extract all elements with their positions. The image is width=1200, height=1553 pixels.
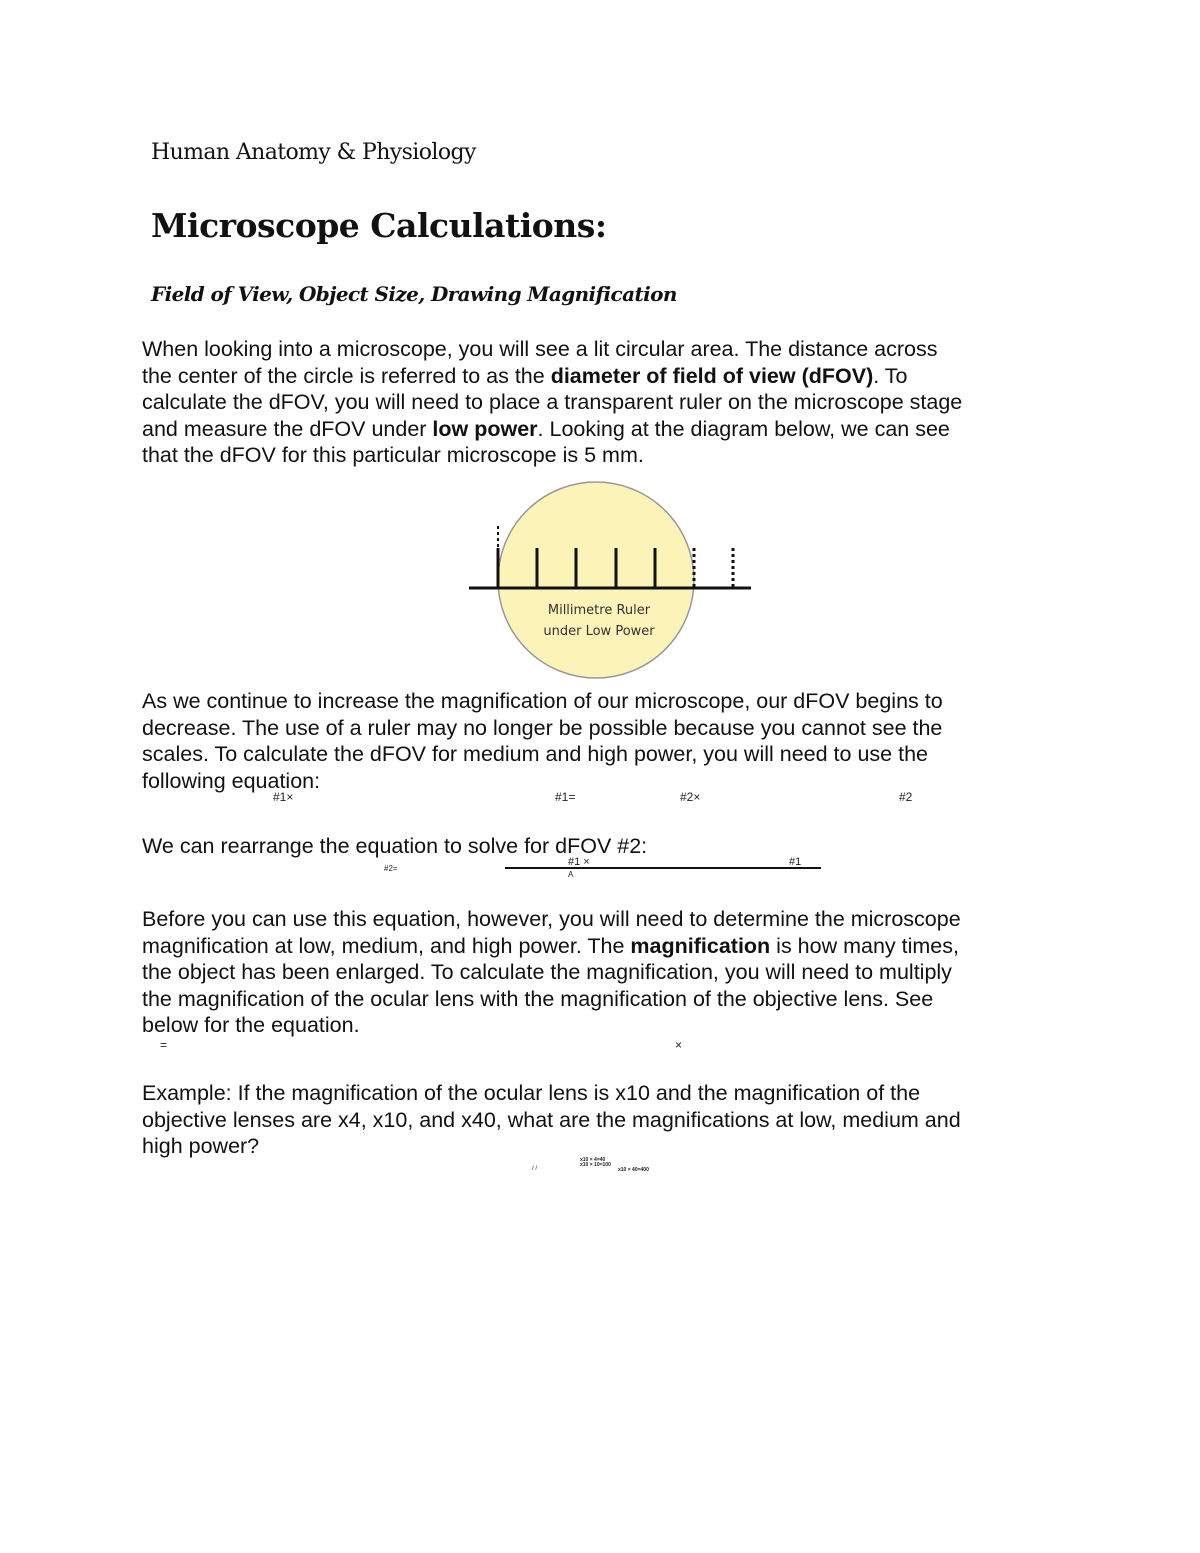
text-line: scales. To calculate the dFOV for medium and high power, you will need to use the [142, 742, 928, 767]
page-subtitle: Field of View, Object Size, Drawing Magnification [151, 282, 677, 306]
text-line: following equation: [142, 768, 321, 793]
paragraph-rearrange [142, 833, 1052, 860]
text-line: the magnification of the ocular lens with the magnification of the objective lens. See [142, 986, 934, 1011]
text-line: that the dFOV for this particular microscope is 5 mm. [142, 443, 644, 468]
equation2-numerator: #1 [789, 856, 802, 868]
diagram-label-line2: under Low Power [543, 624, 655, 639]
text-line: high power? [142, 1134, 260, 1159]
equation1-term: #1× [273, 790, 294, 804]
text-line: the object has been enlarged. To calculate the magnification, you will need to multiply [142, 960, 952, 985]
text-line: and measure the dFOV under low power. Looking at the diagram below, we can see [142, 416, 950, 441]
paragraph-example [142, 1080, 1052, 1160]
equation3-times: × [675, 1038, 683, 1052]
equation1-term: #1= [555, 790, 576, 804]
paragraph-magnification-def [142, 906, 1052, 1039]
page-title: Microscope Calculations: [151, 206, 607, 245]
term-low-power: low power [432, 416, 538, 441]
text-line: objective lenses are x4, x10, and x40, what are the magnifications at low, medium and [142, 1107, 961, 1132]
equation2-denominator: A [568, 870, 574, 879]
equation4-fragment: x10 × 10=100 [580, 1162, 611, 1168]
fraction-bar [505, 867, 821, 869]
paragraph-dfov-intro [142, 336, 1052, 469]
term-dfov: diameter of field of view (dFOV) [550, 363, 874, 388]
equation2-left: #2= [384, 864, 398, 873]
text-line: As we continue to increase the magnification of our microscope, our dFOV begins to [142, 689, 943, 713]
text-line: When looking into a microscope, you will see a lit circular area. The distance across [142, 337, 938, 361]
equation4-fragment: x10 × 40=400 [618, 1167, 649, 1173]
equation4-fragment: x10 × 4=40 [580, 1157, 606, 1163]
text-line: Example: If the magnification of the ocular lens is x10 and the magnification of the [142, 1081, 921, 1105]
diagram-label-line1: Millimetre Ruler [547, 603, 651, 618]
text-line: calculate the dFOV, you will need to place a transparent ruler on the microscope stage [142, 390, 963, 415]
equation3-equals: = [160, 1038, 168, 1052]
paragraph-magnification-intro [142, 688, 1052, 794]
text-line: Before you can use this equation, however, you will need to determine the microscope [142, 907, 961, 931]
text-line: decrease. The use of a ruler may no longer be possible because you cannot see the [142, 715, 943, 740]
equation1-term: #2 [899, 790, 913, 804]
text-line: below for the equation. [142, 1013, 360, 1038]
equation4-fragment: / / [532, 1166, 538, 1172]
field-of-view-circle [498, 482, 694, 678]
course-name: Human Anatomy & Physiology [151, 140, 476, 165]
ruler-field-of-view-diagram [460, 476, 760, 686]
text-line: the center of the circle is referred to as the diameter of field of view (dFOV). To [142, 363, 908, 388]
text-line: magnification at low, medium, and high power. The magnification is how many times, [142, 933, 959, 958]
equation2-numerator: #1 × [568, 856, 590, 868]
equation1-term: #2× [680, 790, 701, 804]
term-magnification: magnification [630, 933, 771, 958]
text-line: We can rearrange the equation to solve for dFOV #2: [142, 834, 648, 858]
